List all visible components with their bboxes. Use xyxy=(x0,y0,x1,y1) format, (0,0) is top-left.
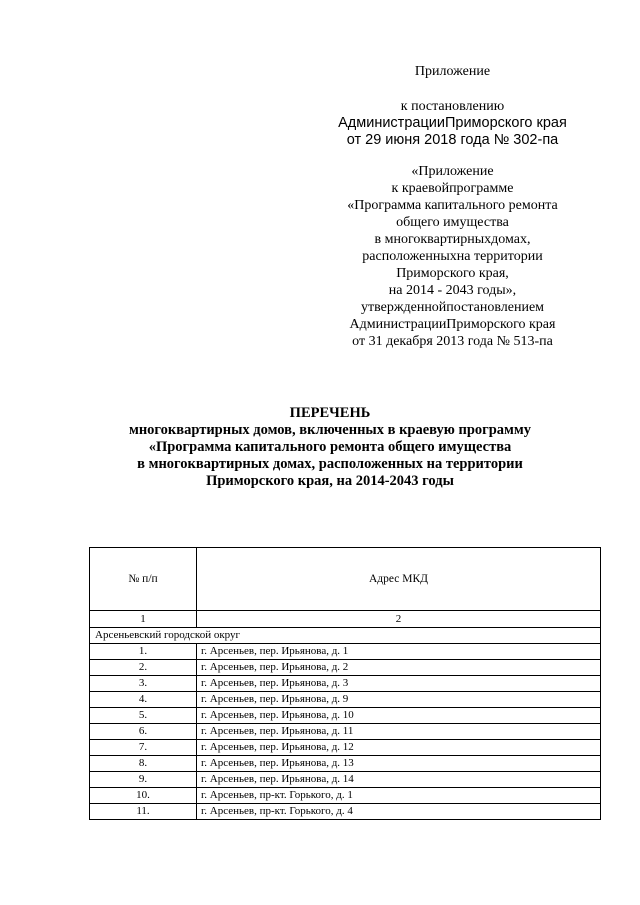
row-address: г. Арсеньев, пер. Ирьянова, д. 11 xyxy=(197,724,601,740)
houses-table xyxy=(89,547,601,820)
column-index-row xyxy=(90,611,601,628)
table-row xyxy=(90,740,601,756)
program-line: расположенныхна территории xyxy=(362,249,543,264)
list-title-line: в многоквартирных домах, расположенных на территории xyxy=(137,456,523,472)
list-title-line: Приморского края, на 2014-2043 годы xyxy=(206,473,454,489)
program-line: утвержденнойпостановлением xyxy=(360,300,545,315)
table-row xyxy=(90,788,601,804)
table-row xyxy=(90,660,601,676)
program-line: «Приложение xyxy=(411,164,494,179)
program-line: АдминистрацииПриморского края xyxy=(349,317,556,332)
row-number: 8. xyxy=(90,756,197,772)
row-number: 6. xyxy=(90,724,197,740)
row-address: г. Арсеньев, пр-кт. Горького, д. 1 xyxy=(197,788,601,804)
program-line: общего имущества xyxy=(396,215,509,230)
table-row xyxy=(90,676,601,692)
row-address: г. Арсеньев, пер. Ирьянова, д. 3 xyxy=(197,676,601,692)
list-title xyxy=(110,405,550,490)
program-line: Приморского края, xyxy=(396,266,509,281)
row-number: 3. xyxy=(90,676,197,692)
row-number: 5. xyxy=(90,708,197,724)
row-number: 11. xyxy=(90,804,197,820)
program-reference xyxy=(300,163,605,350)
group-row xyxy=(90,628,601,644)
table-row xyxy=(90,804,601,820)
row-number: 4. xyxy=(90,692,197,708)
row-address: г. Арсеньев, пер. Ирьянова, д. 14 xyxy=(197,772,601,788)
table-row xyxy=(90,772,601,788)
decree-reference xyxy=(300,98,605,149)
row-address: г. Арсеньев, пер. Ирьянова, д. 9 xyxy=(197,692,601,708)
table-row xyxy=(90,724,601,740)
program-line: от 31 декабря 2013 года № 513-па xyxy=(352,334,553,349)
list-title-line: многоквартирных домов, включенных в краевую программу xyxy=(128,422,532,438)
program-line: к краевойпрограмме xyxy=(391,181,514,196)
row-address: г. Арсеньев, пер. Ирьянова, д. 13 xyxy=(197,756,601,772)
row-number: 2. xyxy=(90,660,197,676)
program-line: на 2014 - 2043 годы», xyxy=(388,283,517,298)
table-row xyxy=(90,692,601,708)
appendix-title: Приложение xyxy=(414,64,491,79)
row-address: г. Арсеньев, пер. Ирьянова, д. 2 xyxy=(197,660,601,676)
row-number: 10. xyxy=(90,788,197,804)
list-heading: ПЕРЕЧЕНЬ xyxy=(289,405,371,421)
decree-line: от 29 июня 2018 года № 302-па xyxy=(346,132,559,148)
list-title-line: «Программа капитального ремонта общего имущества xyxy=(148,439,512,455)
row-address: г. Арсеньев, пер. Ирьянова, д. 1 xyxy=(197,644,601,660)
column-index-address: 2 xyxy=(197,611,601,628)
row-address: г. Арсеньев, пер. Ирьянова, д. 10 xyxy=(197,708,601,724)
header-number: № п/п xyxy=(90,548,197,611)
table-header-row xyxy=(90,548,601,611)
row-number: 7. xyxy=(90,740,197,756)
table-row xyxy=(90,708,601,724)
group-label: Арсеньевский городской округ xyxy=(90,628,601,644)
column-index-number: 1 xyxy=(90,611,197,628)
header-address: Адрес МКД xyxy=(197,548,601,611)
table-row xyxy=(90,644,601,660)
decree-line: к постановлению xyxy=(400,99,505,114)
row-number: 1. xyxy=(90,644,197,660)
row-address: г. Арсеньев, пр-кт. Горького, д. 4 xyxy=(197,804,601,820)
program-line: «Программа капитального ремонта xyxy=(347,198,558,213)
table-row xyxy=(90,756,601,772)
row-number: 9. xyxy=(90,772,197,788)
decree-line: АдминистрацииПриморского края xyxy=(338,115,567,131)
row-address: г. Арсеньев, пер. Ирьянова, д. 12 xyxy=(197,740,601,756)
program-line: в многоквартирныхдомах, xyxy=(374,232,531,247)
